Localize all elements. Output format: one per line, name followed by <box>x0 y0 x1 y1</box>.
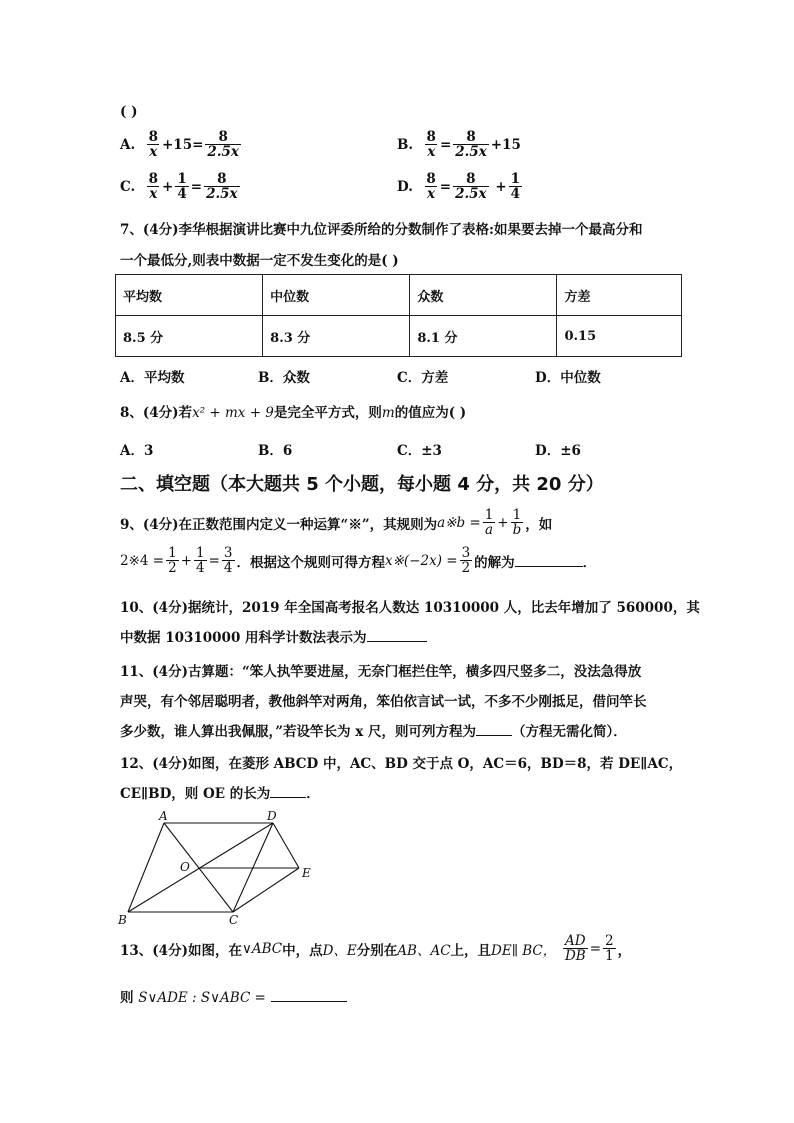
q10-line2 <box>120 626 427 646</box>
q13-mid2: 分别在 <box>356 942 398 959</box>
q6-c-label: C. <box>120 178 136 195</box>
q11-line1: 11、(4分)古算题：“笨人执竿要进屋，无奈门框拦住竿，横多四尺竖多二，没法急得放 <box>120 664 642 680</box>
q10-line2-text: 中数据 10310000 用科学计数法表示为 <box>120 630 367 646</box>
q6-d-frac2: $\frac{8}{2.5x}$ <box>455 171 487 203</box>
q13-ratio-frac: $\frac{AD}{DB}$ <box>564 933 586 965</box>
label-d: D <box>267 809 277 823</box>
q11-answer-blank[interactable] <box>476 723 512 736</box>
q9-ex-frac-half: $\frac{1}{2}$ <box>168 545 177 577</box>
q9-ex-plus: + <box>180 552 192 569</box>
q6-a-eq: = <box>192 136 204 153</box>
q13-sides: AB、AC <box>397 942 451 959</box>
q13-answer-blank[interactable] <box>271 989 347 1002</box>
q6-a-frac2: $\frac{8}{2.5x}$ <box>207 129 239 161</box>
q11-line3-suffix: （方程无需化简）． <box>511 724 627 740</box>
q9-rule-lhs: a※b = <box>437 514 481 531</box>
table-row <box>116 316 682 357</box>
q12-line2-suffix: ． <box>306 786 320 802</box>
q8-m: m <box>381 405 395 421</box>
q9-ex-frac-result: $\frac{3}{4}$ <box>223 545 233 577</box>
q8-option-c: C．±3 <box>397 443 442 459</box>
q13-mid3: 上，且 <box>450 942 492 959</box>
q6-d-frac3: $\frac{1}{4}$ <box>510 171 521 203</box>
table-header-cell: 平均数 <box>116 275 263 316</box>
q11-line3-prefix: 多少数，谁人算出我佩服，”若设竿长为 x 尺，则可列方程为 <box>120 724 476 740</box>
q7-option-d: D．中位数 <box>535 370 601 386</box>
q6-b-eq: = <box>439 136 452 153</box>
q8-expression: x² + mx + 9 <box>192 405 274 421</box>
q9-eq-frac: $\frac{3}{2}$ <box>461 545 471 577</box>
label-e: E <box>302 866 311 880</box>
q7-option-c: C．方差 <box>397 370 449 386</box>
q9-rule-frac-a: $\frac{1}{a}$ <box>484 507 494 539</box>
q6-option-a <box>120 130 243 159</box>
q11-line3 <box>120 720 627 740</box>
q6-d-label: D. <box>397 178 413 195</box>
q11-line2: 声哭，有个邻居聪明者，教他斜竿对两角，笨伯依言试一试，不多不少刚抵足，借问竿长 <box>120 694 647 710</box>
table-cell: 8.3 分 <box>263 316 410 357</box>
q10-line1: 10、(4分)据统计，2019 年全国高考报名人数达 10310000 人，比去年增加了 560000，其 <box>120 600 700 616</box>
q9-ex-eq: = <box>208 552 220 569</box>
q9-tail: 的解为 <box>474 554 515 571</box>
q9-example-lhs: 2※4 = <box>120 552 165 569</box>
q13-points: D、E <box>322 942 357 959</box>
q12-line2 <box>120 782 320 802</box>
q7-line1: 7、(4分)李华根据演讲比赛中九位评委所给的分数制作了表格:如果要去掉一个最高分和 <box>120 222 643 238</box>
q6-option-d <box>397 172 524 201</box>
q13-eq: = <box>589 940 602 957</box>
q6-c-frac1: $\frac{8}{x}$ <box>148 171 159 203</box>
q13-parallel: DE∥ BC， <box>491 942 557 959</box>
q6-b-frac1: $\frac{8}{x}$ <box>426 129 436 161</box>
q12-line1: 12、(4分)如图，在菱形 ABCD 中，AC、BD 交于点 O，AC＝6，BD＝8，若 DE∥AC， <box>120 756 683 772</box>
table-header-cell: 中位数 <box>263 275 410 316</box>
q9-prefix: 9、(4分)在正数范围内定义一种运算“※”，其规则为 <box>120 516 438 533</box>
q8-option-a: A．3 <box>120 443 154 459</box>
q10-answer-blank[interactable] <box>367 629 427 642</box>
q9-line2: 2※4 = $\frac{1}{2}$ + $\frac{1}{4}$ = $\frac{3}{4}$ ．根据这个规则可得方程 x※(−2x) = $\frac{3}{2}$ 的解为 ． <box>120 545 597 577</box>
q6-c-frac2: $\frac{1}{4}$ <box>177 171 187 203</box>
q8-option-d: D．±6 <box>535 443 581 459</box>
q8-prefix: 8、(4分)若 <box>120 405 193 421</box>
q9-rule-frac-b: $\frac{1}{b}$ <box>512 507 522 539</box>
label-a: A <box>159 809 168 823</box>
q6-c-eq: = <box>190 178 203 195</box>
label-o: O <box>180 860 190 874</box>
q6-d-eq: = <box>439 178 452 195</box>
q6-d-plus: + <box>495 178 507 195</box>
q13-area-ratio: S∨ADE : S∨ABC = <box>138 990 266 1006</box>
q9-answer-blank[interactable] <box>515 554 583 567</box>
q9-equation: x※(−2x) = <box>385 552 458 569</box>
q6-answer-paren: ( ) <box>120 104 138 120</box>
q12-answer-blank[interactable] <box>270 785 306 798</box>
q7-table <box>115 274 682 357</box>
q8-stem <box>120 401 466 421</box>
q13-triangle: ∨ABC <box>241 940 283 957</box>
q13-line1: 13、(4分)如图，在 ∨ABC 中，点 D、E 分别在 AB、AC 上，且 DE∥ BC， $\frac{AD}{DB}$ = $\frac{2}{1}$ ， <box>120 933 632 965</box>
label-c: C <box>229 913 239 927</box>
table-header-row <box>116 275 682 316</box>
rhombus-figure <box>112 808 322 928</box>
q9-mid-text: ．根据这个规则可得方程 <box>236 554 385 571</box>
q9-line1 <box>120 508 552 537</box>
label-b: B <box>118 913 127 927</box>
q9-suffix: ，如 <box>525 516 553 533</box>
segment-de <box>273 823 299 868</box>
q6-a-plus15: +15 <box>162 136 193 153</box>
q6-c-frac3: $\frac{8}{2.5x}$ <box>206 171 238 203</box>
section-title: 二、填空题（本大题共 5 个小题，每小题 4 分，共 20 分） <box>120 474 604 495</box>
q6-b-plus15: +15 <box>490 136 521 153</box>
q13-line2-prefix: 则 <box>120 990 134 1006</box>
q13-line2 <box>120 986 347 1006</box>
q6-a-frac1: $\frac{8}{x}$ <box>148 129 158 161</box>
table-header-cell: 众数 <box>410 275 557 316</box>
table-header-cell: 方差 <box>557 275 682 316</box>
q7-option-a: A．平均数 <box>120 370 185 386</box>
q6-option-b <box>397 130 521 159</box>
q6-b-frac2: $\frac{8}{2.5x}$ <box>455 129 487 161</box>
q9-rule-plus: + <box>497 514 509 531</box>
q13-value-frac: $\frac{2}{1}$ <box>605 933 614 965</box>
q8-option-b: B．6 <box>258 443 293 459</box>
q6-d-frac1: $\frac{8}{x}$ <box>426 171 436 203</box>
q8-suffix: 的值应为( ) <box>394 405 467 421</box>
q6-c-plus: + <box>162 178 174 195</box>
segment-ab <box>128 823 164 912</box>
table-cell: 8.1 分 <box>410 316 557 357</box>
q9-ex-frac-quarter: $\frac{1}{4}$ <box>196 545 205 577</box>
table-cell: 0.15 <box>557 316 682 357</box>
q7-option-b: B．众数 <box>258 370 310 386</box>
q6-option-c <box>120 172 242 201</box>
table-cell: 8.5 分 <box>116 316 263 357</box>
q6-b-label: B. <box>397 136 414 153</box>
q13-prefix: 13、(4分)如图，在 <box>120 942 242 959</box>
q6-a-label: A. <box>120 136 136 153</box>
q12-line2-prefix: CE∥BD，则 OE 的长为 <box>120 786 271 802</box>
q13-mid1: 中，点 <box>282 942 323 959</box>
q8-mid: 是完全平方式，则 <box>273 405 382 421</box>
q7-line2: 一个最低分,则表中数据一定不发生变化的是( ) <box>120 253 399 269</box>
